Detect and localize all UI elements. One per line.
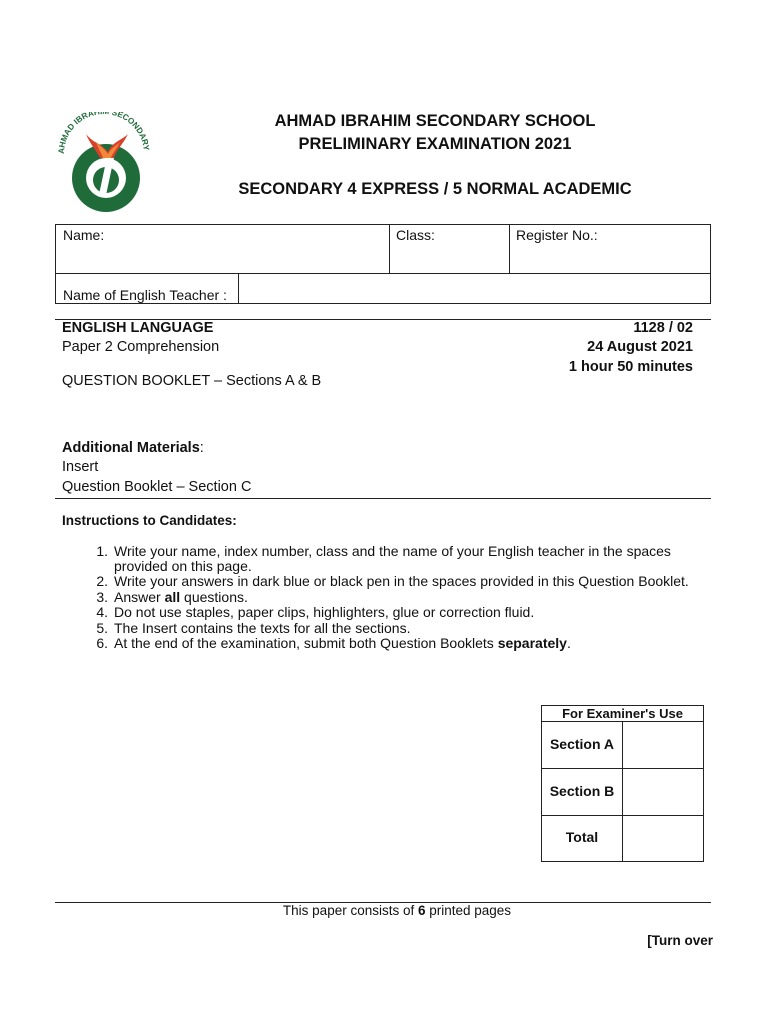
- teacher-field-label: Name of English Teacher :: [63, 287, 227, 303]
- section-b-label: Section B: [549, 783, 615, 799]
- material-item: Insert: [62, 459, 99, 475]
- examiner-use-table: [541, 705, 704, 862]
- logo-arc-text: AHMAD IBRAH SECONDARY: [56, 112, 151, 155]
- section-a-label: Section A: [549, 736, 615, 752]
- subject-title: ENGLISH LANGUAGE: [62, 320, 214, 336]
- materials-heading: Additional Materials:: [62, 440, 204, 456]
- instruction-item: 1. Write your name, index number, class and the name of your English teacher in the spaces provided on this page.: [96, 543, 671, 574]
- school-name: AHMAD IBRAHIM SECONDARY SCHOOL: [274, 112, 596, 130]
- total-label: Total: [565, 829, 599, 845]
- teacher-input[interactable]: [239, 274, 710, 302]
- turn-over-note: [Turn over: [647, 933, 713, 948]
- name-input[interactable]: [56, 230, 388, 270]
- instruction-item: 4. Do not use staples, paper clips, highlighters, glue or correction fluid.: [96, 604, 535, 620]
- page-count: This paper consists of 6 printed pages: [282, 903, 512, 918]
- register-field-label: Register No.:: [516, 227, 598, 243]
- instruction-item: 2. Write your answers in dark blue or black pen in the spaces provided in this Question Booklet.: [96, 573, 689, 589]
- booklet-title: QUESTION BOOKLET – Sections A & B: [62, 373, 322, 389]
- material-item: Question Booklet – Section C: [62, 479, 252, 495]
- paper-title: Paper 2 Comprehension: [62, 339, 220, 355]
- exam-title: PRELIMINARY EXAMINATION 2021: [298, 135, 572, 153]
- instruction-item: 6. At the end of the examination, submit both Question Booklets separately.: [96, 635, 571, 651]
- exam-duration: 1 hour 50 minutes: [568, 359, 693, 375]
- instructions-list: [88, 544, 708, 654]
- instruction-item: 5. The Insert contains the texts for all the sections.: [96, 620, 411, 636]
- examiner-heading: For Examiner's Use: [562, 706, 683, 721]
- exam-date: 24 August 2021: [587, 339, 693, 355]
- register-input[interactable]: [510, 230, 710, 270]
- class-input[interactable]: [390, 230, 508, 270]
- name-field-label: Name:: [63, 227, 105, 243]
- level-title: SECONDARY 4 EXPRESS / 5 NORMAL ACADEMIC: [238, 180, 632, 198]
- instruction-item: 3. Answer all questions.: [96, 589, 248, 605]
- paper-code: 1128 / 02: [633, 320, 693, 336]
- class-field-label: Class:: [396, 227, 435, 243]
- instructions-heading: Instructions to Candidates:: [62, 513, 237, 528]
